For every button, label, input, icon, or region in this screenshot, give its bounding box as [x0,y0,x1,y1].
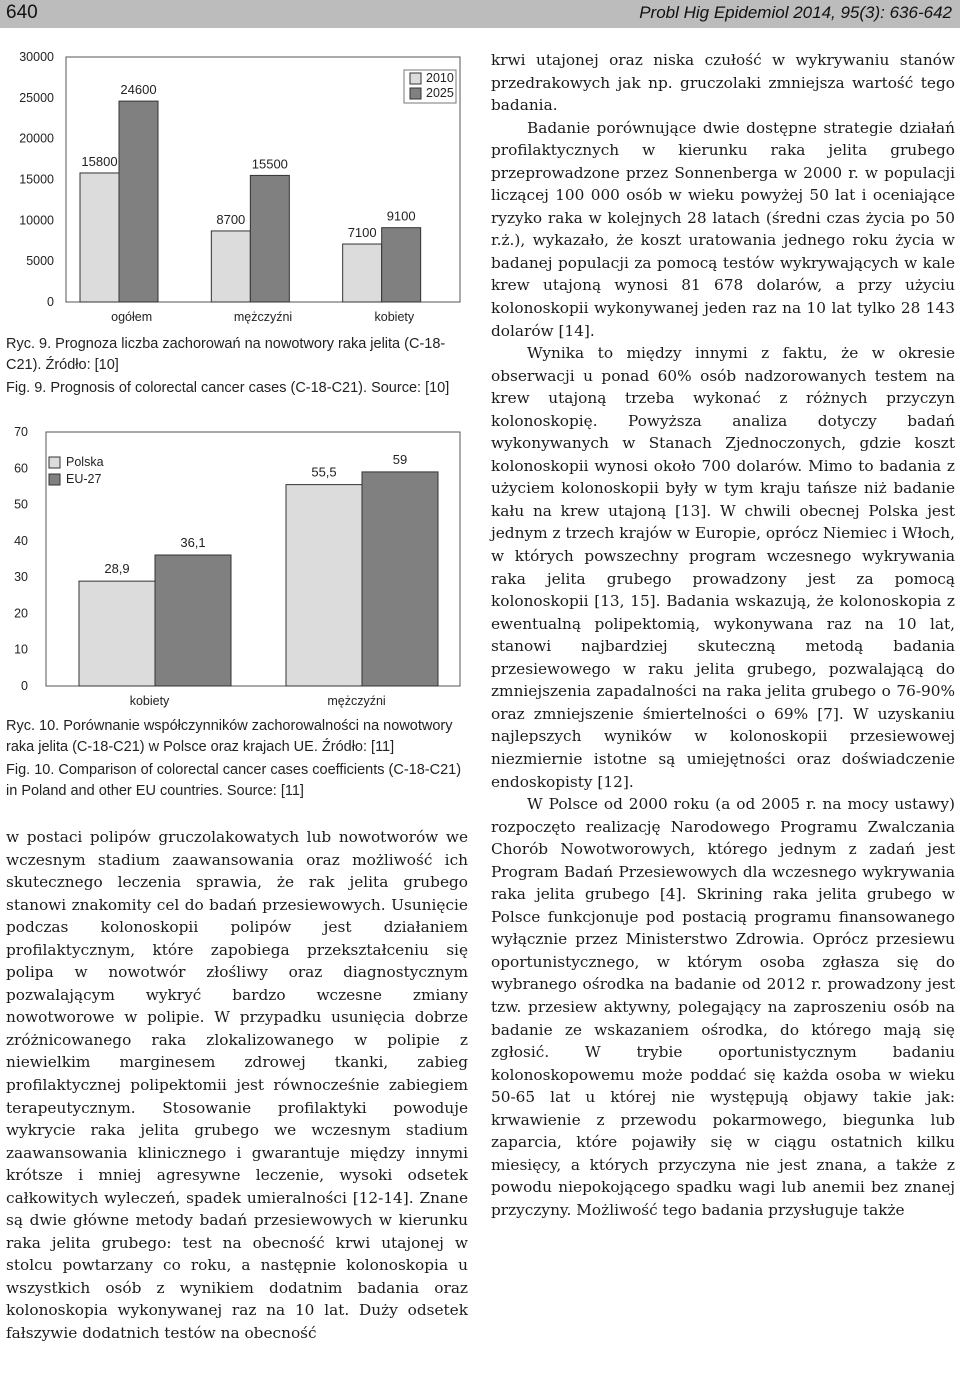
y-tick-label: 30 [14,570,28,585]
figure-10-chart [0,418,470,708]
bar-2025 [250,175,289,302]
y-tick-label: 25000 [19,90,54,105]
legend-label: 2025 [426,86,454,100]
bar-polska [79,581,155,686]
left-paragraph: w postaci polipów gruczolakowatych lub nowotworów we wczesnym stadium zaawansowania oraz możliwość ich skutecznego leczenia sprawia, że rak jelita grubego stanowi znakomity cel do badań przesiewowych. Usunięcie podczas kolonoskopii polipów jest działaniem profilaktycznym, które zapobiega przekształceniu się polipa w nowotwór złośliwy oraz diagnostycznym pozwalającym wykryć bardzo wczesne zmiany nowotworowe w polipie. W przypadku usunięcia dobrze zróżnicowanego raka zlokalizowanego w polipie z niewielkim marginesem zdrowej tkanki, zabieg profilaktycznej polipektomii jest równocześnie zabiegiem terapeutycznym. Stosowanie profilaktyki powoduje wykrycie raka jelita grubego we wczesnym stadium zaawansowania klinicznego i gwarantuje między innymi krótsze i mniej agresywne leczenie, wysoki odsetek całkowitych wyleczeń, spadek umieralności [12-14]. Znane są dwie główne metody badań przesiewowych w kierunku raka jelita grubego: test na obecność krwi utajonej w stolcu powtarzany co roku, a następnie kolonoskopia u wszystkich osób z wynikiem dodatnim badania oraz kolonoskopia wykonywanej raz na 10 lat. Duży odsetek fałszywie dodatnich testów na obecność [6,828,468,1343]
legend-label: 2010 [426,71,454,85]
bar-2010 [80,173,119,302]
y-tick-label: 15000 [19,172,54,187]
category-label: mężczyźni [233,310,293,324]
y-tick-label: 20 [14,606,28,621]
figure-9-caption-pl: Ryc. 9. Prognoza liczba zachorowań na nowotwory raka jelita (C-18-C21). Źródło: [10] [6,336,446,373]
legend-swatch [49,474,60,485]
legend-swatch [49,457,60,468]
journal-reference: Probl Hig Epidemiol 2014, 95(3): 636-642 [639,3,952,22]
y-tick-label: 0 [21,679,28,693]
right-paragraph-3: Wynika to między innymi z faktu, że w okresie obserwacji u ponad 60% osób nadzorowanych testem na krew utajoną trzeba wykonać z różnych przyczyn kolonoskopię. Powyższa analiza dotyczy badań wykonywanych w Stanach Zjednoczonych, gdzie koszt kolonoskopii wynosi około 700 dolarów. Mimo to badania z użyciem kolonoskopii były w tym kraju tańsze niż badanie kału na krew utajoną [13]. W chwili obecnej Polska jest jednym z trzech krajów w Europie, oprócz Niemiec i Włoch, w których powszechny program wczesnego wykrywania raka jelita grubego prowadzony jest za pomocą kolonoskopii [13, 15]. Badania wskazują, że kolonoskopia z ewentualną polipektomią, wykonywana raz na 10 lat, stanowi najbardziej skuteczną metodą badania przesiewowego w raku jelita grubego, pozwalającą do zmniejszenia zapadalności na raka jelita grubego o 76-90% oraz zmniejszenie śmiertelności o 69% [7]. W uzyskaniu najlepszych wyników w kolonoskopii przesiewowej niezmiernie istotne są umiejętności oraz doświadczenie endoskopisty [12]. [491,344,955,791]
bar-eu-27 [155,555,231,686]
y-tick-label: 50 [14,497,28,512]
y-tick-label: 10 [14,642,28,657]
y-tick-label: 30000 [19,50,54,64]
bar-2010 [343,244,382,302]
figure-9-chart [0,40,470,330]
bar-polska [286,485,362,686]
data-label: 8700 [216,211,246,227]
data-label: 36,1 [180,535,206,551]
data-label: 15800 [81,153,118,169]
figure-10 [0,418,470,708]
bar-2010 [211,231,250,302]
page-header [0,0,960,28]
data-label: 24600 [120,82,157,98]
y-tick-label: 40 [14,533,28,548]
legend-label: Polska [66,455,104,469]
left-column-text [6,826,468,1345]
data-label: 55,5 [311,464,337,480]
data-label: 59 [392,451,408,467]
figure-10-caption-en: Fig. 10. Comparison of colorectal cancer cases coefficients (C-18-C21) in Poland and other EU countries. Source: [11] [6,762,462,799]
bar-eu-27 [362,472,438,686]
y-tick-label: 0 [47,295,54,309]
category-label: mężczyźni [327,694,386,708]
data-label: 7100 [347,225,377,241]
data-label: 9100 [386,208,416,224]
y-tick-label: 10000 [19,213,54,228]
legend-swatch [410,88,421,99]
figure-10-caption-pl: Ryc. 10. Porównanie współczynników zachorowalności na nowotwory raka jelita (C-18-C21) w Polsce oraz krajach UE. Źródło: [11] [6,718,453,755]
data-label: 28,9 [104,561,130,577]
figure-9-caption-en: Fig. 9. Prognosis of colorectal cancer cases (C-18-C21). Source: [10] [6,380,450,396]
right-paragraph-4: W Polsce od 2000 roku (a od 2005 r. na mocy ustawy) rozpoczęto realizację Narodowego Programu Zwalczania Chorób Nowotworowych, którego jednym z zadań jest Program Badań Przesiewowych dla wczesnego wykrywania raka jelita grubego [4]. Skrining raka jelita grubego w Polsce funkcjonuje pod postacią programu finansowanego wyłącznie przez Ministerstwo Zdrowia. Oprócz przesiewu oportunistycznego, w którym osoba zgłasza się do wybranego ośrodka na badanie od 2012 r. prowadzony jest tzw. przesiew aktywny, polegający na zaproszeniu osób na badanie ze wskazaniem ośrodka, do którego mają się zgłosić. W trybie oportunistycznym badaniu kolonoskopowemu może poddać się każda osoba w wieku 50-65 lat u której nie występują objawy takie jak: krwawienie z przewodu pokarmowego, biegunka lub zaparcia, które pojawiły się w ciągu ostatnich kilku miesięcy, a których przyczyna nie jest znana, a także z powodu niepokojącego spadku wagi lub anemii bez znanej przyczyny. Możliwość tego badania przysługuje także [491,795,955,1219]
category-label: kobiety [129,694,170,708]
y-tick-label: 60 [14,461,28,476]
figure-9 [0,40,470,335]
data-label: 15500 [251,156,288,172]
bar-2025 [119,101,158,302]
category-label: ogółem [111,310,153,324]
y-tick-label: 5000 [26,254,54,269]
right-column-text [491,49,955,1221]
page-number: 640 [6,2,38,23]
bar-2025 [382,228,421,302]
right-paragraph-2: Badanie porównujące dwie dostępne strategie działań profilaktycznych w kierunku raka jelita grubego przeprowadzone przez Sonnenberga w 2000 r. w populacji liczącej 100 000 osób w wieku powyżej 50 lat i oceniające ryzyko raka w kolejnych 28 latach (średni czas życia po 50 r.ż.), wykazało, że koszt uratowania jednego roku życia w badanej populacji za pomocą testów wykrywających w kale krew utajoną wynosi 81 678 dolarów, a przy użyciu kolonoskopii wykonywanej jeden raz na 10 lat tylko 28 143 dolarów [14]. [491,118,955,340]
category-label: kobiety [374,310,415,324]
y-tick-label: 20000 [19,131,54,146]
legend-label: EU-27 [66,472,102,486]
y-tick-label: 70 [14,425,28,439]
legend-swatch [410,73,421,84]
right-paragraph-1: krwi utajonej oraz niska czułość w wykrywaniu stanów przedrakowych jak np. gruczolaki zmniejsza wartość tego badania. [491,51,955,115]
